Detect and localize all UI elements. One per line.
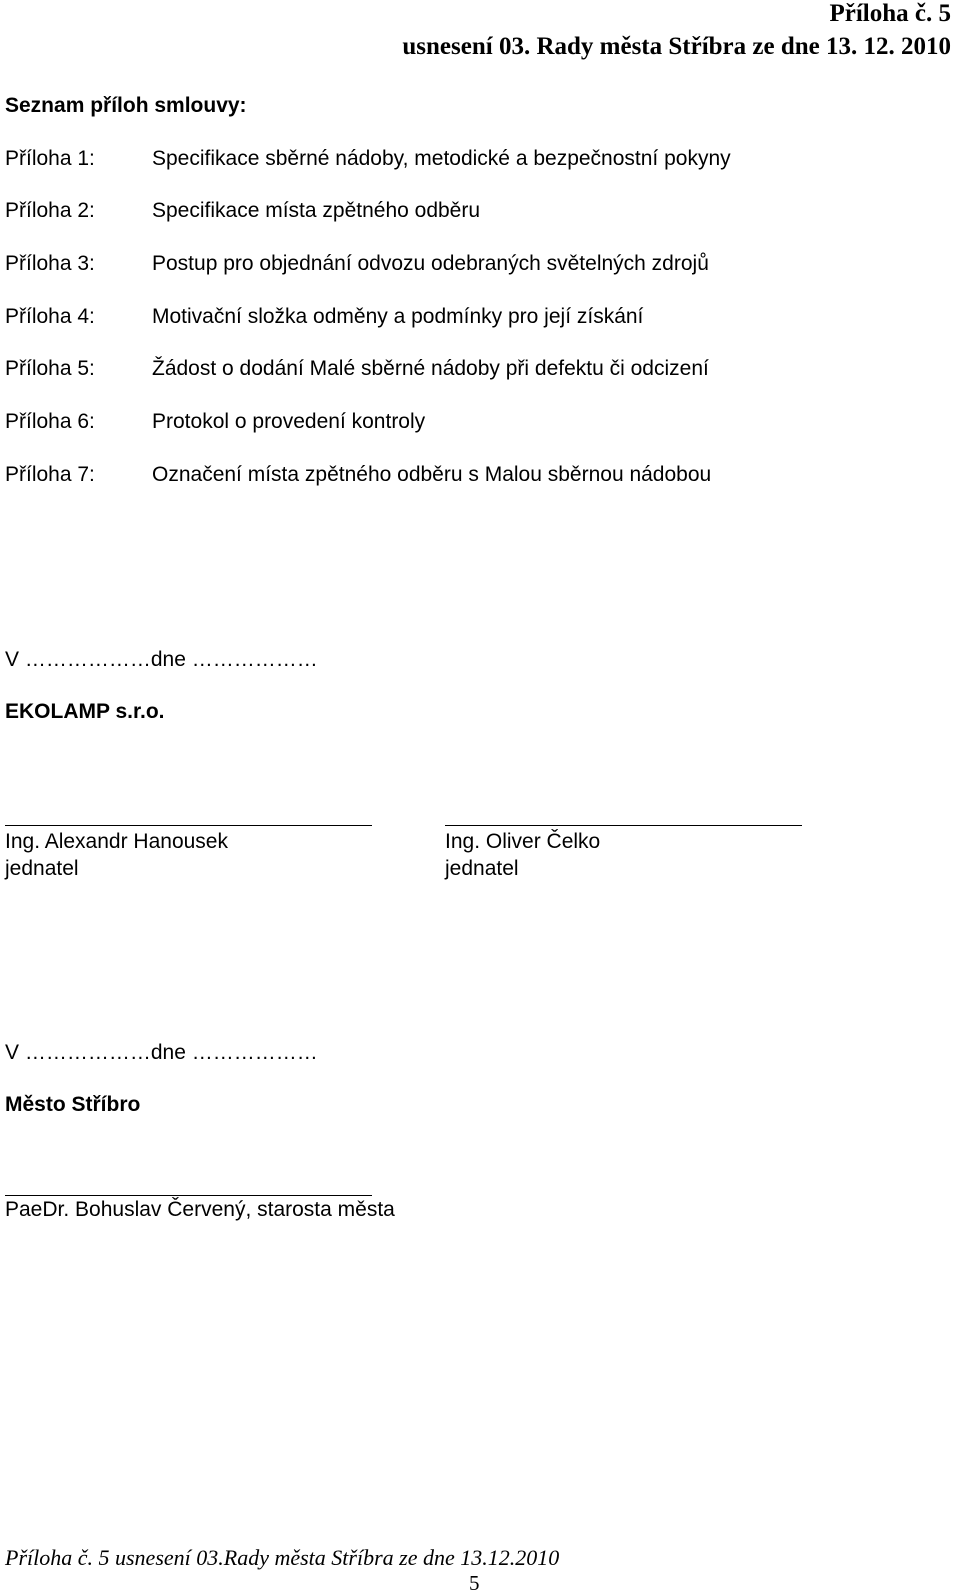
attachment-title: Specifikace sběrné nádoby, metodické a bezpečnostní pokyny bbox=[152, 147, 731, 170]
attachment-label: Příloha 2: bbox=[5, 199, 95, 222]
attachment-title: Specifikace místa zpětného odběru bbox=[152, 199, 481, 222]
signer-name: PaeDr. Bohuslav Červený, starosta města bbox=[5, 1198, 395, 1221]
signer-name: Ing. Alexandr Hanousek bbox=[5, 830, 228, 853]
signature-line bbox=[445, 825, 802, 826]
attachment-title: Protokol o provedení kontroly bbox=[152, 410, 426, 433]
signature-line bbox=[5, 825, 372, 826]
attachment-title: Postup pro objednání odvozu odebraných světelných zdrojů bbox=[152, 252, 709, 275]
page-footer: Příloha č. 5 usnesení 03.Rady města Stříbra ze dne 13.12.2010 bbox=[5, 1545, 560, 1570]
attachment-title: Motivační složka odměny a podmínky pro její získání bbox=[152, 305, 644, 328]
signer-role: jednatel bbox=[445, 857, 519, 880]
resolution-heading: usnesení 03. Rady města Stříbra ze dne 13. 12. 2010 bbox=[402, 33, 951, 60]
attachment-label: Příloha 3: bbox=[5, 252, 95, 275]
place-date-line: V ………………dne ……………… bbox=[5, 1041, 318, 1064]
attachment-number-heading: Příloha č. 5 bbox=[829, 0, 951, 27]
signer-name: Ing. Oliver Čelko bbox=[445, 830, 601, 853]
attachment-title: Žádost o dodání Malé sběrné nádoby při defektu či odcizení bbox=[152, 357, 709, 380]
attachment-label: Příloha 4: bbox=[5, 305, 95, 328]
attachment-label: Příloha 6: bbox=[5, 410, 95, 433]
attachments-list-title: Seznam příloh smlouvy: bbox=[5, 94, 247, 117]
signature-line bbox=[5, 1195, 372, 1196]
party-name: EKOLAMP s.r.o. bbox=[5, 700, 165, 723]
signer-role: jednatel bbox=[5, 857, 79, 880]
attachment-label: Příloha 1: bbox=[5, 147, 95, 170]
attachment-label: Příloha 5: bbox=[5, 357, 95, 380]
attachment-title: Označení místa zpětného odběru s Malou sběrnou nádobou bbox=[152, 463, 712, 486]
attachment-label: Příloha 7: bbox=[5, 463, 95, 486]
page-number: 5 bbox=[469, 1571, 480, 1595]
party-name: Město Stříbro bbox=[5, 1093, 141, 1116]
place-date-line: V ………………dne ……………… bbox=[5, 648, 318, 671]
